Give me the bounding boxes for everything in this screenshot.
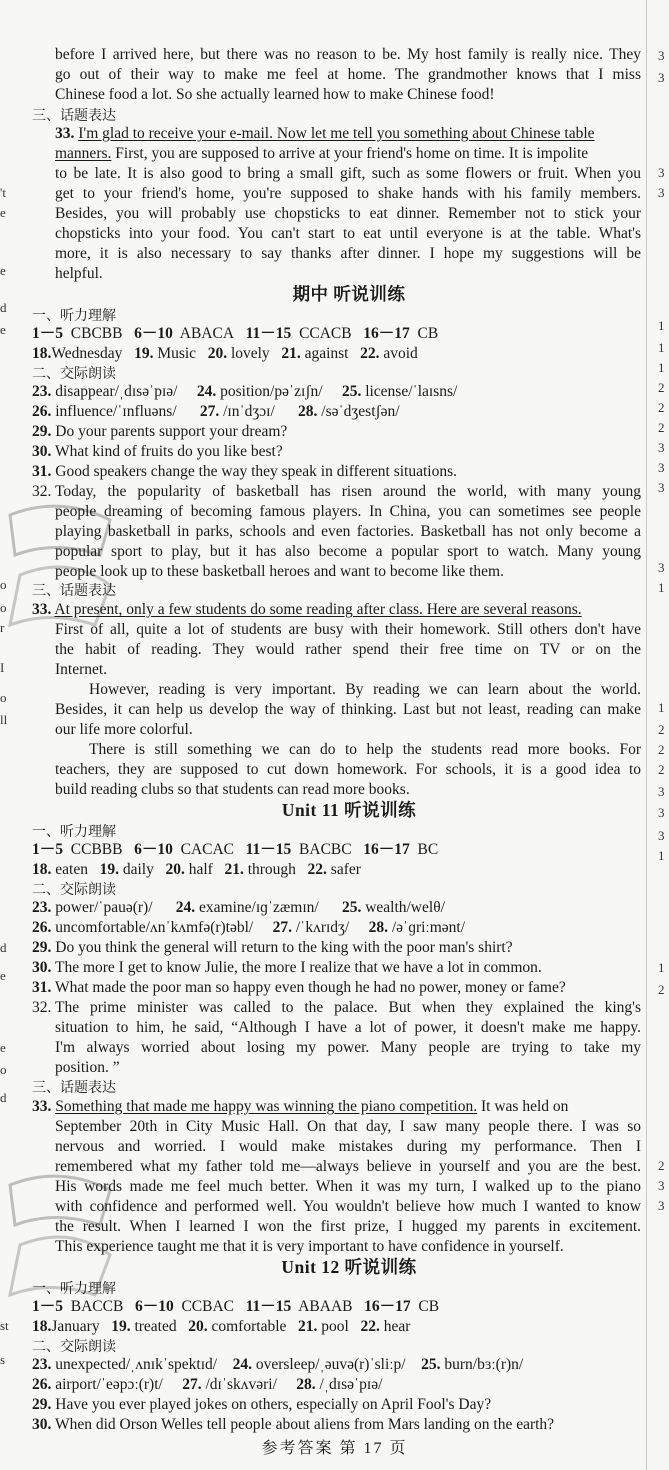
underlined-topic: At present, only a few students do some reading after class. Here are several reasons.	[54, 601, 582, 618]
text-line: There is still something we can do to help the students read more books. For	[89, 741, 641, 758]
left-edge-fragment: d	[0, 300, 7, 315]
left-edge-fragment: s	[0, 1352, 6, 1367]
right-edge-fragment: 3	[658, 480, 665, 495]
text-line: with confidence and performed well. You wouldn't believe how much I wanted to know	[55, 1198, 641, 1215]
section-label: 三、话题表达	[32, 583, 116, 599]
answer-row: 18.January 19. treated 20. comfortable 21. pool 22. hear	[32, 1318, 411, 1335]
left-edge-fragment: e	[0, 263, 6, 278]
text-line: nervous and worried. I would make mistakes during my performance. Then I	[55, 1138, 641, 1155]
question-line: 29. Do your parents support your dream?	[32, 423, 288, 440]
pron-row: 26. airport/ˈeəpɔː(r)t/ 27. /dɪˈskʌvəri/ 28. /ˌdɪsəˈpɪə/	[32, 1376, 383, 1393]
question-line: 30. When did Orson Welles tell people about aliens from Mars landing on the earth?	[32, 1416, 555, 1433]
text-line: Internet.	[55, 661, 108, 678]
right-edge-fragment: 3	[658, 460, 665, 475]
section-label: 二、交际朗读	[32, 366, 116, 382]
right-edge-fragment: 2	[658, 400, 665, 415]
section-label: 二、交际朗读	[32, 882, 116, 898]
section-heading: Unit 11 听说训练	[281, 800, 417, 820]
right-edge-fragment: 3	[658, 48, 665, 63]
left-edge-fragment: st	[0, 1318, 9, 1333]
underlined-topic: Something that made me happy was winning the piano competition.	[55, 1098, 478, 1115]
right-edge-fragment: 3	[658, 1198, 665, 1213]
right-edge-fragment: 2	[658, 380, 665, 395]
text-line: popular sport to play, but it has also become a popular sport to watch. Many young	[55, 543, 641, 560]
left-edge-fragment: o	[0, 690, 7, 705]
text-line: His words made me feel much better. When it was my turn, I walked up to the piano	[55, 1178, 641, 1195]
text-line: the habit of reading. They would rather spend their free time on TV or on the	[55, 641, 641, 658]
answer-row: 1－5 BACCB 6－10 CCBAC 11－15 ABAAB 16－17 CB	[32, 1298, 440, 1315]
answer-row: 1－5 CBCBB 6－10 ABACA 11－15 CCACB 16－17 CB	[32, 325, 439, 342]
left-edge-fragment: ll	[0, 712, 8, 727]
right-edge-fragment: 1	[658, 580, 665, 595]
q33-line: 33. Something that made me happy was winning the piano competition. It was held on	[32, 1098, 569, 1115]
text-line: helpful.	[55, 265, 103, 282]
pron-row: 26. uncomfortable/ʌnˈkʌmfə(r)təbl/ 27. /ˈkʌrɪdʒ/ 28. /əˈɡriːmənt/	[32, 919, 466, 936]
text-line: to be late. It is also good to bring a small gift, such as some flowers or fruit. When you	[55, 165, 641, 182]
text-line: I'm always worried about losing my power. Many people are trying to take my	[55, 1039, 641, 1056]
left-edge-fragment: I	[0, 660, 5, 675]
text-line: get to your friend's home, you're supposed to shake hands with his family members.	[55, 185, 641, 202]
text-line: chopsticks into your food. You can't start to eat until everyone is at the table. What's	[55, 225, 641, 242]
question-line: 29. Have you ever played jokes on others, especially on April Fool's Day?	[32, 1396, 492, 1413]
right-edge-fragment: 3	[658, 185, 665, 200]
q33-line: 33. At present, only a few students do some reading after class. Here are several reasons.	[32, 601, 582, 618]
text-line: manners. First, you are supposed to arrive at your friend's home on time. It is impolite	[55, 145, 589, 162]
right-edge-fragment: 2	[658, 982, 665, 997]
answer-row: 18. eaten 19. daily 20. half 21. through 22. safer	[32, 861, 361, 878]
question-number: 33.	[55, 125, 75, 142]
left-edge-fragment: e	[0, 205, 6, 220]
right-edge-fragment: 1	[658, 318, 665, 333]
section-label: 二、交际朗读	[32, 1339, 116, 1355]
right-edge-fragment: 3	[658, 1178, 665, 1193]
text-line: situation to him, he said, “Although I have a lot of power, it doesn't make me happy.	[55, 1019, 641, 1036]
left-edge-fragment: o	[0, 600, 7, 615]
right-edge-fragment: 1	[658, 700, 665, 715]
right-edge-fragment: 3	[658, 440, 665, 455]
question-line: 31. What made the poor man so happy even though he had no power, money or fame?	[32, 979, 566, 996]
right-edge-fragment: 3	[658, 805, 665, 820]
right-edge-fragment: 3	[658, 828, 665, 843]
text-line: Today, the popularity of basketball has risen around the world, with many young	[55, 483, 641, 500]
left-edge-fragment: e	[0, 322, 6, 337]
left-edge-fragment: d	[0, 940, 7, 955]
q33-line	[55, 124, 595, 144]
text-line: the result. When I learned I won the first prize, I hugged my parents in excitement.	[55, 1218, 641, 1235]
text-line: more, it is also necessary to say thanks after dinner. I hope my suggestions will be	[55, 245, 641, 262]
right-edge-fragment: 3	[658, 784, 665, 799]
answer-row: 1－5 CCBBB 6－10 CACAC 11－15 BACBC 16－17 BC	[32, 841, 439, 858]
right-edge-fragment: 2	[658, 762, 665, 777]
section-label: 一、听力理解	[32, 824, 116, 840]
answer-row: 18.Wednesday 19. Music 20. lovely 21. against 22. avoid	[32, 345, 418, 362]
section-heading: 期中 听说训练	[292, 284, 406, 304]
question-line: 29. Do you think the general will return to the king with the poor man's shirt?	[32, 939, 513, 956]
question-line: 30. What kind of fruits do you like best?	[32, 443, 283, 460]
text-line: before I arrived here, but there was no reason to be. My host family is really nice. They	[55, 46, 641, 63]
left-edge-fragment: o	[0, 577, 7, 592]
pron-row: 26. influence/ˈɪnfluəns/ 27. /ɪnˈdʒɔɪ/ 28. /səˈdʒestʃən/	[32, 403, 400, 420]
section-label: 一、听力理解	[32, 1281, 116, 1297]
text-line: people look up to these basketball heroes and want to become like them.	[55, 563, 504, 580]
left-edge-fragment: 't	[0, 185, 6, 200]
text-line: remembered what my father told me—always believe in yourself and you are the best.	[55, 1158, 641, 1175]
left-edge-fragment: e	[0, 968, 6, 983]
right-edge-fragment: 2	[658, 1158, 665, 1173]
left-edge-fragment: e	[0, 1040, 6, 1055]
right-edge-fragment: 3	[658, 165, 665, 180]
page-gutter-line	[646, 0, 647, 1470]
text-line: people dreaming of becoming famous players. In China, you can sometimes see people	[55, 503, 641, 520]
question-line: 30. The more I get to know Julie, the more I realize that we have a lot in common.	[32, 959, 542, 976]
underlined-topic: I'm glad to receive your e-mail. Now let me tell you something about Chinese table	[78, 125, 595, 142]
section-label: 三、话题表达	[32, 108, 116, 124]
question-number: 32.	[32, 999, 52, 1016]
left-edge-fragment: d	[0, 1090, 7, 1105]
left-edge-fragment: r	[0, 620, 5, 635]
section-label: 三、话题表达	[32, 1080, 116, 1096]
text-line: teachers, they are supposed to cut down homework. For schools, it is a good idea to	[55, 761, 641, 778]
text-line: Besides, you will probably use chopsticks to eat dinner. Remember not to stick your	[55, 205, 641, 222]
page-footer: 参考答案 第 17 页	[261, 1440, 408, 1457]
text-line: playing basketball in parks, schools and even factories. Basketball has not only become a	[55, 523, 641, 540]
text-line: However, reading is very important. By reading we can learn about the world.	[89, 681, 641, 698]
right-edge-fragment: 1	[658, 360, 665, 375]
text-line: Chinese food a lot. So she actually learned how to make Chinese food!	[55, 86, 495, 103]
left-edge-fragment: o	[0, 1062, 7, 1077]
pron-row: 23. unexpected/ˌʌnɪkˈspektɪd/ 24. oversleep/ˌəuvə(r)ˈsliːp/ 25. burn/bɜː(r)n/	[32, 1356, 524, 1373]
question-number: 32.	[32, 483, 52, 500]
section-label: 一、听力理解	[32, 308, 116, 324]
right-edge-fragment: 2	[658, 722, 665, 737]
right-edge-fragment: 3	[658, 70, 665, 85]
pron-row: 23. disappear/ˌdɪsəˈpɪə/ 24. position/pəˈzɪʃn/ 25. license/ˈlaɪsns/	[32, 383, 458, 400]
text-line: The prime minister was called to the palace. But when they explained the king's	[55, 999, 641, 1016]
right-edge-fragment: 1	[658, 340, 665, 355]
right-edge-fragment: 1	[658, 960, 665, 975]
right-edge-fragment: 2	[658, 420, 665, 435]
text-line: our life more colorful.	[55, 721, 193, 738]
text-line: go out of their way to make me feel at home. The grandmother knows that I miss	[55, 66, 641, 83]
right-edge-fragment: 3	[658, 560, 665, 575]
section-heading: Unit 12 听说训练	[281, 1257, 417, 1277]
right-edge-fragment: 2	[658, 742, 665, 757]
question-line: 31. Good speakers change the way they speak in different situations.	[32, 463, 457, 480]
text-line: Besides, it can help us develop the way of thinking. Last but not least, reading can make	[55, 701, 641, 718]
text-line: First of all, quite a lot of students are busy with their homework. Still others don't have	[55, 621, 641, 638]
text-line: position. ”	[55, 1059, 120, 1076]
right-edge-fragment: 1	[658, 848, 665, 863]
text-line: build reading clubs so that students can read more books.	[55, 781, 410, 798]
text-line: This experience taught me that it is very important to have confidence in yourself.	[55, 1238, 564, 1255]
pron-row: 23. power/ˈpauə(r)/ 24. examine/ɪɡˈzæmɪn/ 25. wealth/welθ/	[32, 899, 445, 916]
text-line: September 20th in City Music Hall. On that day, I saw many people there. I was so	[55, 1118, 641, 1135]
